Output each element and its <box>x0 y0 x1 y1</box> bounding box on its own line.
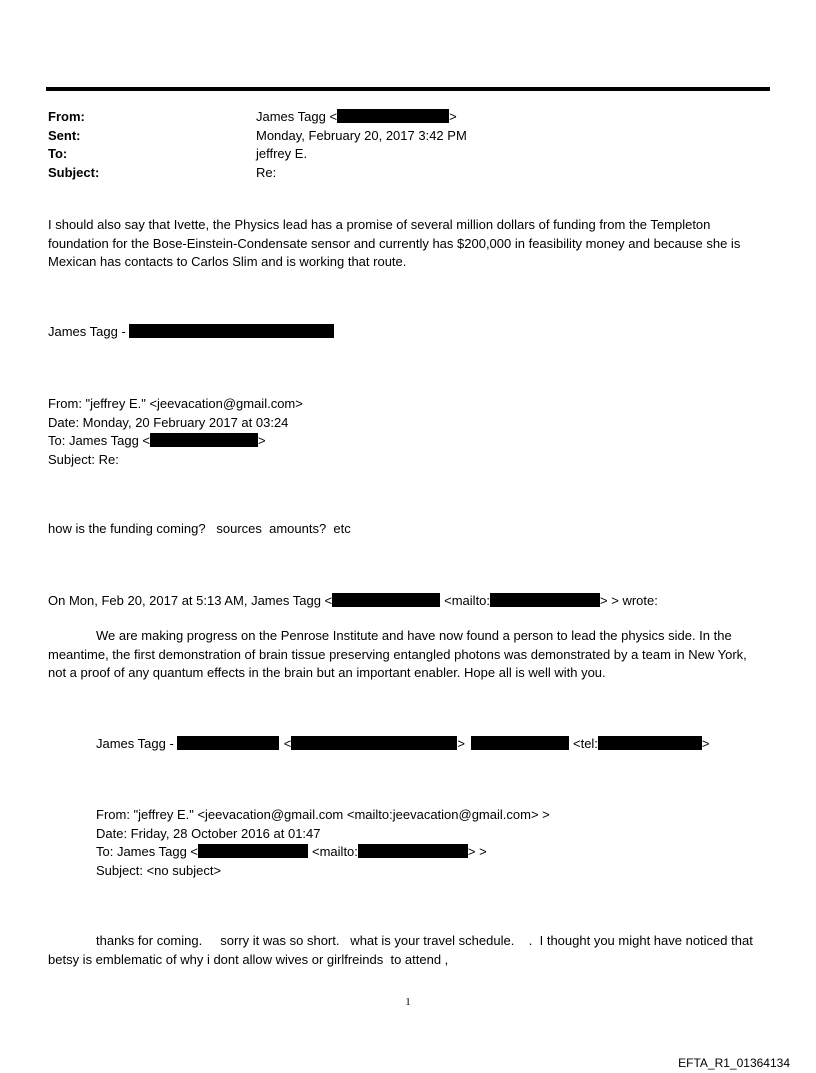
quoted-from: From: "jeffrey E." <jeevacation@gmail.com <mailto:jeevacation@gmail.com> > <box>96 807 550 822</box>
from-value: James Tagg < > <box>256 109 457 124</box>
redaction-box <box>471 736 569 750</box>
quoted-to: To: James Tagg < <mailto: > > <box>96 844 487 859</box>
redaction-box <box>150 433 258 447</box>
redaction-box <box>598 736 702 750</box>
sent-value: Monday, February 20, 2017 3:42 PM <box>256 127 467 143</box>
bates-number: EFTA_R1_01364134 <box>678 1056 790 1070</box>
redaction-box <box>490 593 600 607</box>
quoted-date: Date: Monday, 20 February 2017 at 03:24 <box>48 414 289 430</box>
quoted-from: From: "jeffrey E." <jeevacation@gmail.com> <box>48 396 303 411</box>
to-label: To: <box>48 146 68 161</box>
page-number: 1 <box>405 996 411 1008</box>
from-row <box>48 108 467 127</box>
sent-label: Sent: <box>48 127 81 143</box>
header-rule <box>46 87 770 91</box>
question-line: how is the funding coming? sources amounts? etc <box>48 521 351 536</box>
to-row <box>48 145 467 164</box>
progress-paragraph: We are making progress on the Penrose Institute and have now found a person to lead the physics side. In the meantime, the first demonstration of brain tissue preserving entangled photons was demonstrated by a team in New York, not a proof of any quantum effects in the brain but an important enabler. Hope all is well with you. <box>48 628 747 680</box>
subject-value: Re: <box>256 164 277 180</box>
redaction-box <box>358 844 468 858</box>
redaction-box <box>332 593 440 607</box>
signature-2: James Tagg - < > <tel: > <box>96 736 710 751</box>
quoted-header-1 <box>48 395 768 469</box>
thanks-paragraph: thanks for coming. sorry it was so short. what is your travel schedule. . I thought you might have noticed that betsy is emblematic of why i dont allow wives or girlfreinds to attend , <box>48 933 757 967</box>
redaction-box <box>337 109 449 123</box>
redaction-box <box>198 844 308 858</box>
subject-label: Subject: <box>48 164 100 180</box>
quoted-header-2 <box>96 806 768 880</box>
to-value: jeffrey E. <box>256 146 308 161</box>
redaction-box <box>129 324 334 338</box>
email-header <box>48 108 467 182</box>
from-label: From: <box>48 109 85 124</box>
signature-1: James Tagg - <box>48 323 768 342</box>
quoted-date: Date: Friday, 28 October 2016 at 01:47 <box>96 825 321 841</box>
redaction-box <box>177 736 279 750</box>
quoted-subject: Subject: <no subject> <box>96 862 222 878</box>
quoted-subject: Subject: Re: <box>48 451 119 467</box>
subject-row <box>48 164 467 183</box>
on-wrote-line: On Mon, Feb 20, 2017 at 5:13 AM, James Tagg < <mailto: > > wrote: <box>48 593 658 608</box>
quoted-to: To: James Tagg < > <box>48 433 266 448</box>
sent-row <box>48 127 467 146</box>
body-paragraph: I should also say that Ivette, the Physics lead has a promise of several million dollars of funding from the Templeton foundation for the Bose-Einstein-Condensate sensor and currently has $200,000 in feasibility money and because she is Mexican has contacts to Carlos Slim and is working that route. <box>48 217 741 269</box>
redaction-box <box>291 736 457 750</box>
